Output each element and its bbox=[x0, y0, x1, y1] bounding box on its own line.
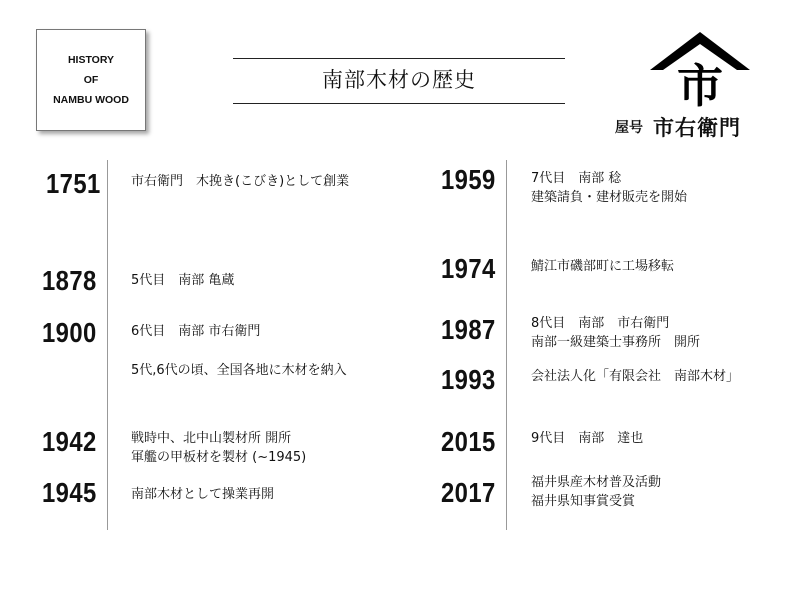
event-text: 会社法人化「有限会社 南部木材」 bbox=[531, 369, 740, 384]
event-text: 軍艦の甲板材を製材 (~1945) bbox=[131, 450, 307, 465]
history-line-3: NAMBU WOOD bbox=[53, 94, 129, 106]
roof-crest-icon bbox=[650, 30, 750, 108]
year-label: 1959 bbox=[441, 164, 496, 195]
event-text: 7代目 南部 稔 bbox=[531, 171, 622, 186]
event-text: 南部木材として操業再開 bbox=[131, 487, 275, 502]
event-text: 5代目 南部 亀蔵 bbox=[131, 273, 235, 288]
history-line-1: HISTORY bbox=[67, 54, 115, 66]
year-label: 2017 bbox=[441, 477, 496, 508]
event-text: 5代,6代の頃、全国各地に木材を納入 bbox=[131, 363, 347, 378]
year-label: 1751 bbox=[46, 168, 101, 199]
year-label: 1993 bbox=[441, 364, 496, 395]
right-timeline-divider bbox=[506, 160, 507, 530]
year-label: 1945 bbox=[42, 477, 97, 508]
year-label: 1987 bbox=[441, 314, 496, 345]
event-text: 8代目 南部 市右衛門 bbox=[531, 316, 670, 331]
event-text: 市右衛門 木挽き(こびき)として創業 bbox=[131, 174, 350, 189]
event-text: 建築請負・建材販売を開始 bbox=[531, 190, 688, 205]
left-timeline-divider bbox=[107, 160, 108, 530]
yago-label: 屋号 bbox=[615, 120, 643, 136]
page-title: 南部木材の歴史 bbox=[322, 68, 476, 92]
event-text: 9代目 南部 達也 bbox=[531, 431, 644, 446]
yago-name: 市右衛門 bbox=[653, 115, 741, 140]
year-label: 2015 bbox=[441, 426, 496, 457]
event-text: 戦時中、北中山製材所 開所 bbox=[131, 431, 292, 446]
event-text: 6代目 南部 市右衛門 bbox=[131, 324, 261, 339]
title-bottom-rule bbox=[233, 103, 565, 104]
yago bbox=[615, 112, 785, 142]
year-label: 1942 bbox=[42, 426, 97, 457]
event-text: 福井県知事賞受賞 bbox=[531, 494, 636, 509]
year-label: 1900 bbox=[42, 317, 97, 348]
year-label: 1974 bbox=[441, 253, 496, 284]
event-text: 福井県産木材普及活動 bbox=[531, 475, 662, 490]
logo-mark: 市 bbox=[677, 59, 723, 108]
history-line-2: OF bbox=[83, 74, 99, 86]
history-label-box bbox=[36, 29, 146, 131]
title-top-rule bbox=[233, 58, 565, 59]
year-label: 1878 bbox=[42, 265, 97, 296]
event-text: 南部一級建築士事務所 開所 bbox=[531, 335, 701, 350]
event-text: 鯖江市磯部町に工場移転 bbox=[531, 259, 675, 274]
